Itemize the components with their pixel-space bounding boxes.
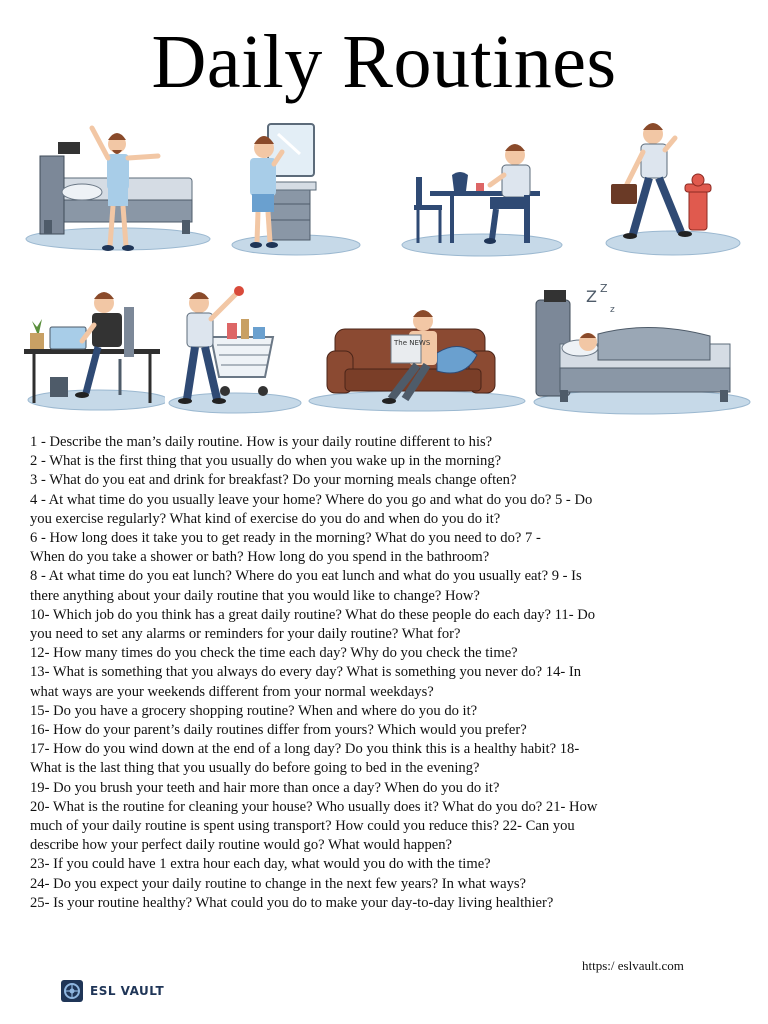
question-line: 23- If you could have 1 extra hour each day, what would you do with the time? xyxy=(30,856,491,873)
questions-list xyxy=(30,433,742,913)
question-line: 15- Do you have a grocery shopping routine? When and where do you do it? xyxy=(30,702,478,719)
question-line: 8 - At what time do you eat lunch? Where do you eat lunch and what do you usually eat? 9 - Is xyxy=(30,568,582,585)
question-line: 6 - How long does it take you to get ready in the morning? What do you need to do? 7 - xyxy=(30,530,541,547)
question-line: you need to set any alarms or reminders for your daily routine? What for? xyxy=(30,626,461,643)
sleeping-illustration xyxy=(530,278,752,418)
question-line: 16- How do your parent’s daily routines differ from yours? Which would you prefer? xyxy=(30,722,527,739)
question-line: When do you take a shower or bath? How long do you spend in the bathroom? xyxy=(30,549,490,566)
working-illustration xyxy=(20,285,165,415)
website-url[interactable]: https:/ eslvault.com xyxy=(582,958,684,973)
brand-logo xyxy=(60,978,164,1004)
question-line: much of your daily routine is spent using transport? How could you reduce this? 22- Can you xyxy=(30,818,575,835)
question-line: 12- How many times do you check the time each day? Why do you check the time? xyxy=(30,645,518,662)
question-line: 13- What is something that you always do every day? What is something you never do? 14- In xyxy=(30,664,582,681)
question-line: 4 - At what time do you usually leave your home? Where do you go and what do you do? 5 - Do xyxy=(30,491,593,508)
question-line: 2 - What is the first thing that you usually do when you wake up in the morning? xyxy=(30,453,502,470)
commute-illustration xyxy=(603,118,743,260)
svg-text:Z: Z xyxy=(586,287,597,306)
question-line: 1 - Describe the man’s daily routine. How is your daily routine different to his? xyxy=(30,434,493,450)
question-line: 10- Which job do you think has a great daily routine? What do these people do each day? 11- Do xyxy=(30,606,596,623)
question-line: 20- What is the routine for cleaning your house? Who usually does it? What do you do? 21- How xyxy=(30,798,598,815)
question-line: 19- Do you brush your teeth and hair more than once a day? When do you do it? xyxy=(30,779,500,796)
waking-up-illustration xyxy=(22,118,217,258)
vault-icon xyxy=(60,979,84,1003)
relaxing-illustration xyxy=(305,295,530,415)
question-line: you exercise regularly? What kind of exercise do you do and when do you do it? xyxy=(30,510,501,527)
svg-text:Z: Z xyxy=(600,282,608,295)
brushing-teeth-illustration xyxy=(230,118,370,258)
page-title: Daily Routines xyxy=(151,20,617,104)
breakfast-illustration xyxy=(400,135,565,260)
newspaper-text: The NEWS xyxy=(394,339,431,347)
question-line: 24- Do you expect your daily routine to change in the next few years? In what ways? xyxy=(30,875,527,892)
question-line: there anything about your daily routine that you would like to change? How? xyxy=(30,587,480,604)
question-line: What is the last thing that you usually do before going to bed in the evening? xyxy=(30,760,480,777)
question-line: 25- Is your routine healthy? What could you do to make your day-to-day living healthier? xyxy=(30,894,554,911)
question-line: what ways are your weekends different from your normal weekdays? xyxy=(30,683,434,700)
grocery-shopping-illustration xyxy=(165,283,303,417)
question-line: 17- How do you wind down at the end of a long day? Do you think this is a healthy habit? 18- xyxy=(30,741,580,758)
brand-name: ESL VAULT xyxy=(90,984,165,998)
svg-text:z: z xyxy=(610,305,615,315)
question-line: describe how your perfect daily routine would go? What would happen? xyxy=(30,837,453,854)
question-line: 3 - What do you eat and drink for breakfast? Do your morning meals change often? xyxy=(30,472,517,489)
